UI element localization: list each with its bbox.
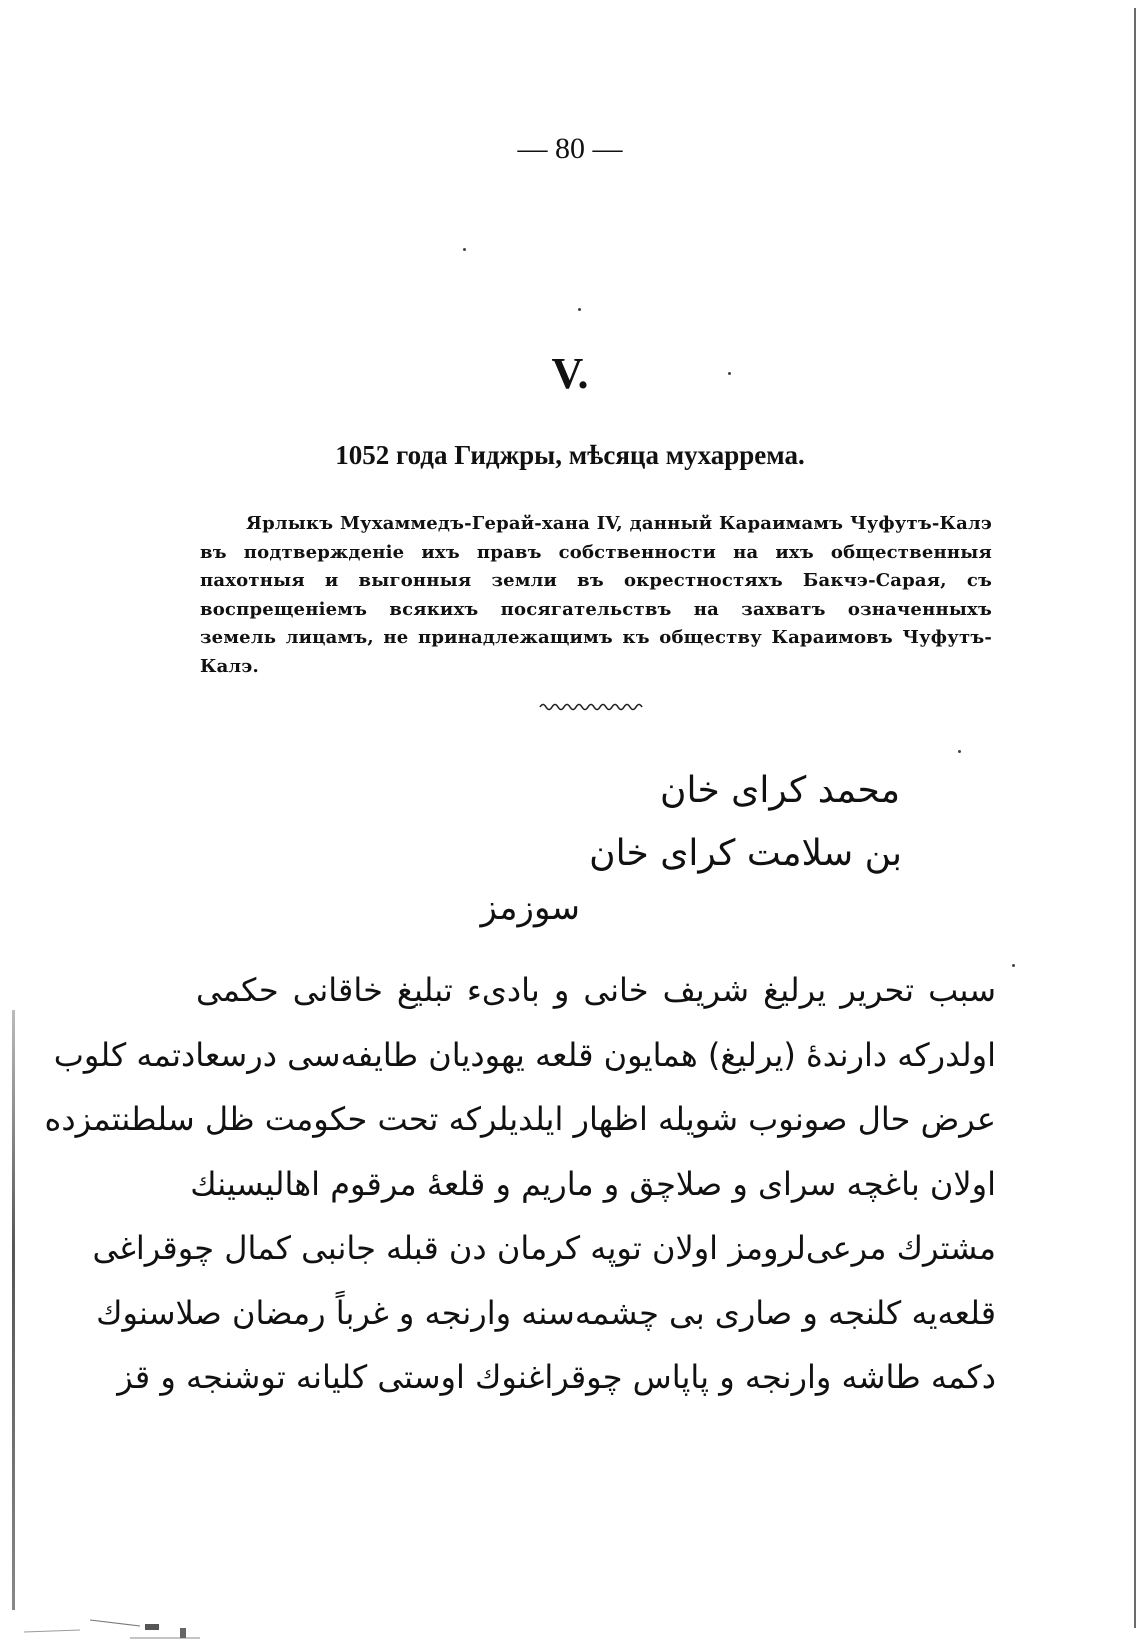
page-number: — 80 — bbox=[517, 132, 623, 165]
original-text-line: قلعه‌يه كلنجه و صارى بى چشمه‌سنه وارنجه و غرباً رمضان صلاسنوك bbox=[96, 1293, 996, 1332]
page-edge-left bbox=[12, 1010, 15, 1610]
scan-speck bbox=[578, 308, 581, 311]
scan-artifact bbox=[20, 1600, 210, 1640]
scan-speck bbox=[1012, 964, 1015, 967]
tughra-line-1: محمد كراى خان bbox=[660, 770, 900, 811]
tughra-line-2: بن سلامت كراى خان bbox=[589, 833, 902, 874]
original-text-line: اولان باغچه سراى و صلاچق و ماريم و قلعهٔ مرقوم اهاليسينك bbox=[190, 1164, 996, 1203]
document-heading: 1052 года Гиджры, мѣсяца мухаррема. bbox=[335, 440, 805, 470]
scan-speck bbox=[463, 248, 466, 251]
original-text-line: سبب تحرير يرليغ شريف خانى و بادىء تبليغ خاقانى حكمى bbox=[196, 971, 996, 1009]
original-text-line: اولدركه دارندهٔ (يرليغ) همايون قلعه يهوديان طايفه‌سى درسعادتمه كلوب bbox=[53, 1035, 996, 1074]
page-edge-right bbox=[1134, 8, 1136, 1628]
original-text-line: مشترك مرعى‌لرومز اولان توپه كرمان دن قبله جانبى كمال چوقراغى bbox=[92, 1229, 996, 1267]
wavy-divider-ornament bbox=[538, 700, 648, 714]
section-numeral: V. bbox=[551, 349, 589, 398]
original-text-line: دكمه طاشه وارنجه و پاپاس چوقراغنوك اوستى كليانه توشنجه و قز bbox=[117, 1358, 996, 1396]
document-abstract: Ярлыкъ Мухаммедъ-Герай-хана IV, данный Караимамъ Чуфутъ-Калэ въ подтвержденіе ихъ правъ собственности на ихъ общественныя пахотныя и выгонныя земли въ окрестностяхъ Бакчэ-Сарая, съ воспрещеніемъ всякихъ посягательствъ на захватъ означенныхъ земель лицамъ, не принадлежащимъ къ обществу Караимовъ Чуфутъ-Калэ. bbox=[200, 513, 992, 677]
original-text-line: عرض حال صونوب شويله اظهار ايلديلركه تحت حكومت ظل سلطنتمزده bbox=[44, 1100, 996, 1138]
original-text-body bbox=[44, 958, 996, 1410]
invocation-formula: سوزمز bbox=[480, 888, 580, 928]
scan-speck bbox=[958, 750, 961, 753]
